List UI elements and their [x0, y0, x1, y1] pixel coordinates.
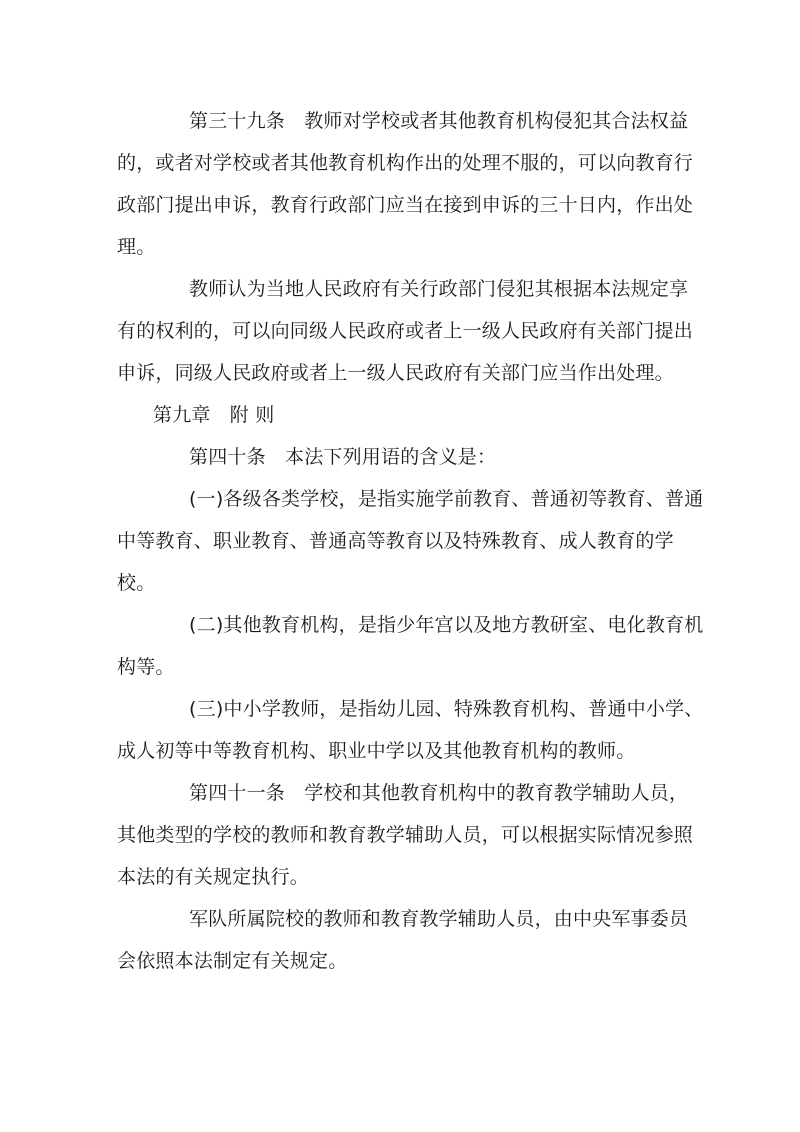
paragraph-line: 成人初等中等教育机构、职业中学以及其他教育机构的教师。 — [117, 740, 636, 762]
paragraph-line: 有的权利的，可以向同级人民政府或者上一级人民政府有关部门提出 — [117, 320, 694, 342]
paragraph-line: 理。 — [117, 236, 156, 258]
paragraph-line: 校。 — [117, 572, 156, 594]
paragraph-line: 中等教育、职业教育、普通高等教育以及特殊教育、成人教育的学 — [117, 530, 674, 552]
article-41-heading-line: 第四十一条 学校和其他教育机构中的教育教学辅助人员， — [189, 782, 689, 804]
paragraph-line: 本法的有关规定执行。 — [117, 866, 310, 888]
article-40-heading-line: 第四十条 本法下列用语的含义是： — [189, 446, 497, 468]
chapter-9-heading: 第九章 附 则 — [153, 404, 275, 426]
paragraph-line: (三)中小学教师，是指幼儿园、特殊教育机构、普通中小学、 — [189, 698, 704, 720]
paragraph-line: 教师认为当地人民政府有关行政部门侵犯其根据本法规定享 — [189, 278, 689, 300]
paragraph-line: 其他类型的学校的教师和教育教学辅助人员，可以根据实际情况参照 — [117, 824, 694, 846]
paragraph-line: 申诉，同级人民政府或者上一级人民政府有关部门应当作出处理。 — [117, 362, 674, 384]
paragraph-line: 构等。 — [117, 656, 175, 678]
paragraph-line: (一)各级各类学校，是指实施学前教育、普通初等教育、普通 — [189, 488, 704, 510]
paragraph-line: 政部门提出申诉，教育行政部门应当在接到申诉的三十日内，作出处 — [117, 194, 694, 216]
paragraph-line: 军队所属院校的教师和教育教学辅助人员，由中央军事委员 — [189, 908, 689, 930]
paragraph-line: (二)其他教育机构，是指少年宫以及地方教研室、电化教育机 — [189, 614, 704, 636]
paragraph-line: 会依照本法制定有关规定。 — [117, 950, 348, 972]
paragraph-line: 的，或者对学校或者其他教育机构作出的处理不服的，可以向教育行 — [117, 152, 694, 174]
article-39-heading-line: 第三十九条 教师对学校或者其他教育机构侵犯其合法权益 — [189, 110, 689, 132]
